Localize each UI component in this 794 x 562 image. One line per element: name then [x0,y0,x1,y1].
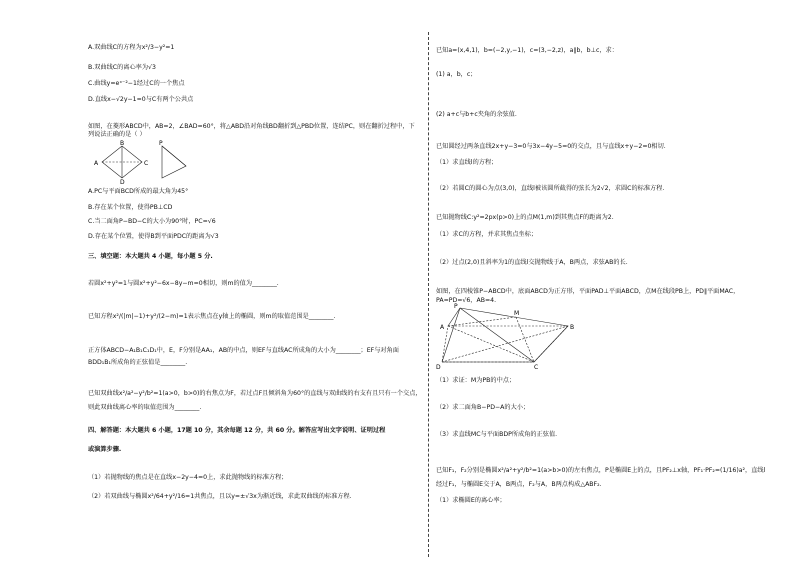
question-18: 已知a=(x,4,1)，b=(−2,y,−1)，c=(3,−2,z)，a∥b，b⊥c，求： [436,47,618,54]
question-16-line-1: 已知双曲线x²/a²−y²/b²=1(a>0，b>0)的右焦点为F，若过点F且倾斜角为60°的直线与双曲线的右支有且只有一个交点， [88,390,422,397]
base-abcd [442,326,568,362]
question-13: 若圆x²+y²=1与圆x²+y²−6x−8y−m=0相切，则m的值为________. [88,280,279,287]
question-12-option-c: C.当二面角P−BD−C的大小为90°时，PC=√6 [88,218,216,225]
question-18-part-2: (2) a+c与b+c夹角的余弦值. [436,111,517,118]
question-21-part-3: （3）求直线MC与平面BDP所成角的正弦值. [436,431,558,438]
question-12-option-a: A.PC与平面BCD所成的最大角为45° [88,188,189,195]
question-21-part-1: （1）求证：M为PB的中点； [436,377,516,384]
question-19: 已知圆经过两条直线2x+y−3=0与3x−4y−5=0的交点，且与直线x+y−2=0相切. [436,143,666,150]
question-20: 已知抛物线C:y²=2px(p>0)上的点M(1,m)到其焦点F的距离为2. [436,214,614,221]
column-divider [428,32,429,557]
question-15-line-1: 正方体ABCD−A₁B₁C₁D₁中，E，F分别是AA₁，AB的中点，则EF与直线AC所成角的大小为________；EF与对角面 [88,347,399,354]
segment-bd [442,326,568,362]
label-m: M [514,310,520,317]
segment-ac [448,326,534,362]
label-b: B [570,324,575,331]
segment-ma [448,317,516,326]
question-22-line-2: 经过F₁，与椭圆E交于A，B两点，F₂与A，B两点构成△ABF₂. [436,481,602,488]
question-12: 如图，在菱形ABCD中，AB=2，∠BAD=60°，将△ABD沿对角线BD翻折到△PBD位置，连结PC，则在翻折过程中，下列说法正确的是（ ） [88,123,415,138]
question-22-part-1: （1）求椭圆E的离心率； [436,497,506,504]
question-17-part-2: （2）若双曲线与椭圆x²/64+y²/16=1共焦点，且以y=±√3x为渐近线，求此双曲线的标准方程. [88,493,352,500]
question-12-option-d: D.存在某个位置，使得B到平面PDC的距离为√3 [88,233,219,240]
section-4-heading: 四、解答题：本大题共 6 小题，17题 10 分，其余每题 12 分，共 60 分。解答应写出文字说明、证明过程 [88,427,386,434]
question-22-line-1: 已知F₁，F₂分别是椭圆x²/a²+y²/b²=1(a>b>0)的左右焦点，P是椭圆E上的点，且PF₂⊥x轴，PF₁·PF₂=(1/16)a²，直线l [436,467,766,474]
edge-pc [162,146,186,166]
edge-cb [534,326,568,362]
section-4-heading-cont: 或演算步骤. [88,446,122,453]
question-12-option-b: B.存在某个位置，使得PB⊥CD [88,204,173,211]
section-3-heading: 三、填空题：本大题共 4 小题，每小题 5 分. [88,253,213,260]
question-15-line-2: BDD₁B₁所成角的正弦值是________. [88,359,188,366]
label-p: P [454,303,458,310]
label-c: C [534,364,539,371]
option-b: B.双曲线C的离心率为√3 [88,64,156,71]
option-a: A.双曲线C的方程为x²/3−y²=1 [88,44,175,51]
label-a: A [440,324,445,331]
question-19-part-1: （1）求直线l的方程； [436,159,498,166]
edge-pd [442,308,460,362]
question-21-line-2: PA=PD=√6，AB=4. [436,297,497,304]
question-20-part-1: （1）求C的方程，并求其焦点坐标； [436,231,538,238]
question-21-line-1: 如图，在四棱锥P−ABCD中，底面ABCD为正方形，平面PAD⊥平面ABCD，点M在线段PB上，PD∥平面MAC， [436,288,740,295]
label-b: B [120,140,125,147]
label-a: A [94,160,99,167]
rhombus-figure [94,140,204,186]
option-c: C.曲线y=eˣ⁻²−1经过C的一个焦点 [88,80,185,87]
label-p: P [159,140,163,147]
edge-pa [448,308,460,326]
question-21-part-2: （2）求二面角B−PD−A的大小； [436,404,530,411]
question-20-part-2: （2）过点(2,0)且斜率为1的直线l交抛物线于A，B两点，求弦AB的长. [436,259,628,266]
label-d: D [436,364,441,371]
question-17-part-1: （1）若抛物线的焦点是在直线x−2y−4=0上，求此抛物线的标准方程； [88,474,288,481]
question-18-part-1: (1) a，b，c； [436,71,477,78]
option-d: D.直线x−√2y−1=0与C有两个公共点 [88,96,194,103]
label-d: D [120,179,125,186]
question-14: 已知方程x²/(|m|−1)+y²/(2−m)=1表示焦点在y轴上的椭圆，则m的取值范围是________. [88,313,336,320]
question-19-part-2: （2）若圆C的圆心为点(3,0)，直线l被该圆所截得的弦长为2√2，求圆C的标准方程. [436,185,665,192]
label-c: C [144,160,149,167]
pyramid-figure [436,304,586,370]
question-16-line-2: 则此双曲线离心率的取值范围为________. [88,404,202,411]
triangle-pbd [162,146,186,178]
